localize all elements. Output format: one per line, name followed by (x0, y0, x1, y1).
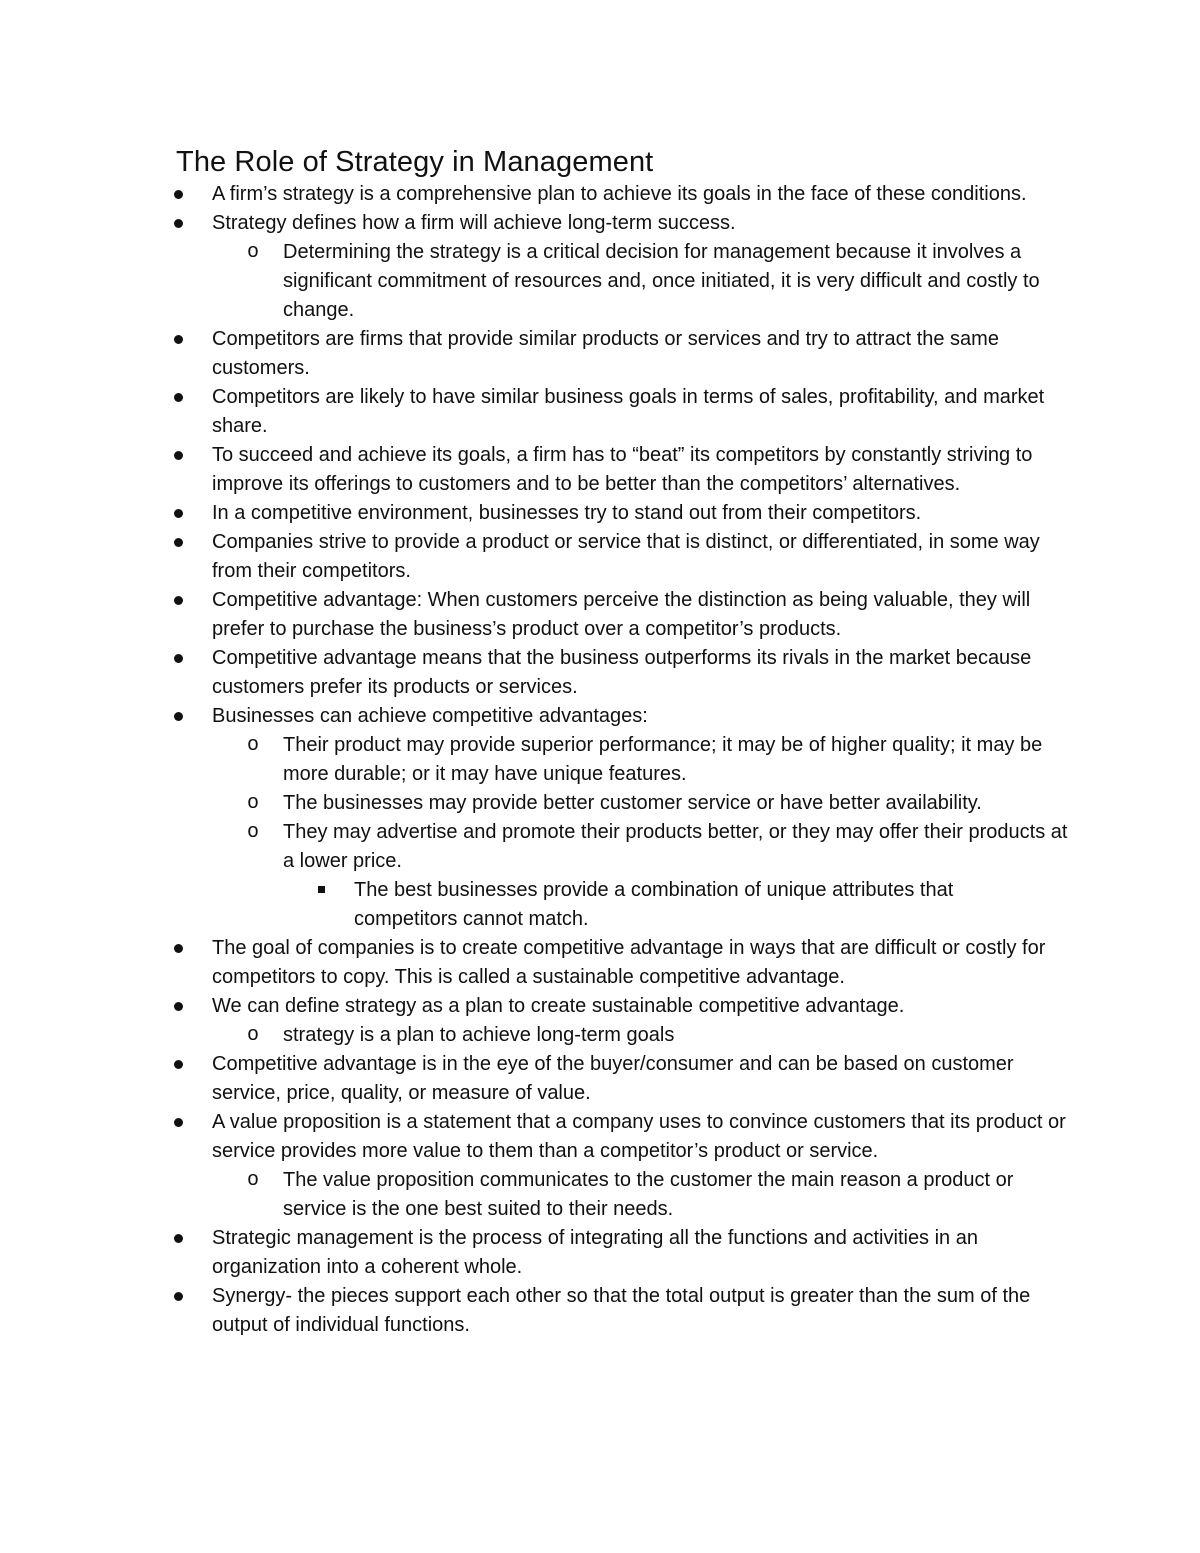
list-item (0, 702, 1200, 731)
bullet-circle-marker: o (247, 1169, 260, 1192)
list-item-text: A firm’s strategy is a comprehensive plan to achieve its goals in the face of these conditions. (212, 183, 1027, 205)
list-item (0, 644, 1200, 702)
list-item-text: Synergy- the pieces support each other so that the total output is greater than the sum of the output of individual functions. (212, 1285, 1031, 1336)
list-item-text: Businesses can achieve competitive advantages: (212, 705, 648, 727)
list-item (0, 586, 1200, 644)
list-item (0, 209, 1200, 238)
list-item (0, 1050, 1200, 1108)
bullet-dot-icon (174, 335, 183, 344)
list-item-text: In a competitive environment, businesses try to stand out from their competitors. (212, 502, 922, 524)
list-item (0, 383, 1200, 441)
list-item-text: Competitors are likely to have similar business goals in terms of sales, profitability, and market share. (212, 386, 1045, 437)
bullet-dot-icon (174, 654, 183, 663)
list-item-text: Strategic management is the process of integrating all the functions and activities in an organization into a coherent whole. (212, 1227, 978, 1278)
list-item-text: Competitive advantage: When customers perceive the distinction as being valuable, they will prefer to purchase the business’s product over a competitor’s products. (212, 589, 1031, 640)
list-item-text: Their product may provide superior performance; it may be of higher quality; it may be more durable; or it may have unique features. (283, 734, 1043, 785)
bullet-circle-marker: o (247, 821, 260, 844)
list-item (0, 1021, 1200, 1050)
bullet-circle-marker: o (247, 792, 260, 815)
list-item-text: Determining the strategy is a critical decision for management because it involves a significant commitment of resources and, once initiated, it is very difficult and costly to change. (283, 241, 1040, 321)
list-item-text: We can define strategy as a plan to create sustainable competitive advantage. (212, 995, 905, 1017)
list-item-text: The value proposition communicates to the customer the main reason a product or service is the one best suited to their needs. (283, 1169, 1014, 1220)
list-item-text: strategy is a plan to achieve long-term goals (283, 1024, 675, 1046)
list-item (0, 992, 1200, 1021)
list-item-text: Competitive advantage is in the eye of the buyer/consumer and can be based on customer service, price, quality, or measure of value. (212, 1053, 1014, 1104)
bullet-circle-marker: o (247, 734, 260, 757)
bullet-dot-icon (174, 451, 183, 460)
list-item-text: The best businesses provide a combination of unique attributes that competitors cannot match. (354, 879, 954, 930)
list-item-text: The goal of companies is to create competitive advantage in ways that are difficult or costly for competitors to copy. This is called a sustainable competitive advantage. (212, 937, 1046, 988)
list-item (0, 789, 1200, 818)
bullet-circle-marker: o (247, 1024, 260, 1047)
list-item (0, 1282, 1200, 1340)
bullet-dot-icon (174, 1002, 183, 1011)
list-item-text: Companies strive to provide a product or service that is distinct, or differentiated, in some way from their competitors. (212, 531, 1040, 582)
bullet-dot-icon (174, 190, 183, 199)
bullet-dot-icon (174, 538, 183, 547)
bullet-dot-icon (174, 1118, 183, 1127)
bullet-square-icon (318, 886, 325, 893)
bullet-dot-icon (174, 1234, 183, 1243)
list-item (0, 934, 1200, 992)
list-item (0, 238, 1200, 325)
bullet-dot-icon (174, 1292, 183, 1301)
list-item (0, 1166, 1200, 1224)
list-item-text: The businesses may provide better customer service or have better availability. (283, 792, 982, 814)
list-item (0, 1224, 1200, 1282)
list-item (0, 1108, 1200, 1166)
bullet-list (0, 180, 1200, 1340)
list-item (0, 876, 1200, 934)
list-item (0, 325, 1200, 383)
list-item (0, 818, 1200, 876)
list-item-text: To succeed and achieve its goals, a firm has to “beat” its competitors by constantly striving to improve its offerings to customers and to be better than the competitors’ alternatives. (212, 444, 1033, 495)
bullet-dot-icon (174, 219, 183, 228)
bullet-dot-icon (174, 944, 183, 953)
list-item (0, 528, 1200, 586)
bullet-dot-icon (174, 596, 183, 605)
bullet-circle-marker: o (247, 241, 260, 264)
list-item-text: Competitive advantage means that the business outperforms its rivals in the market because customers prefer its products or services. (212, 647, 1032, 698)
list-item-text: Competitors are firms that provide similar products or services and try to attract the same customers. (212, 328, 999, 379)
list-item (0, 731, 1200, 789)
list-item-text: A value proposition is a statement that a company uses to convince customers that its product or service provides more value to them than a competitor’s product or service. (212, 1111, 1066, 1162)
bullet-dot-icon (174, 712, 183, 721)
list-item (0, 499, 1200, 528)
bullet-dot-icon (174, 509, 183, 518)
list-item (0, 180, 1200, 209)
list-item-text: Strategy defines how a firm will achieve long-term success. (212, 212, 736, 234)
list-item (0, 441, 1200, 499)
bullet-dot-icon (174, 393, 183, 402)
list-item-text: They may advertise and promote their products better, or they may offer their products at a lower price. (283, 821, 1068, 872)
bullet-dot-icon (174, 1060, 183, 1069)
document-title: The Role of Strategy in Management (176, 146, 654, 178)
